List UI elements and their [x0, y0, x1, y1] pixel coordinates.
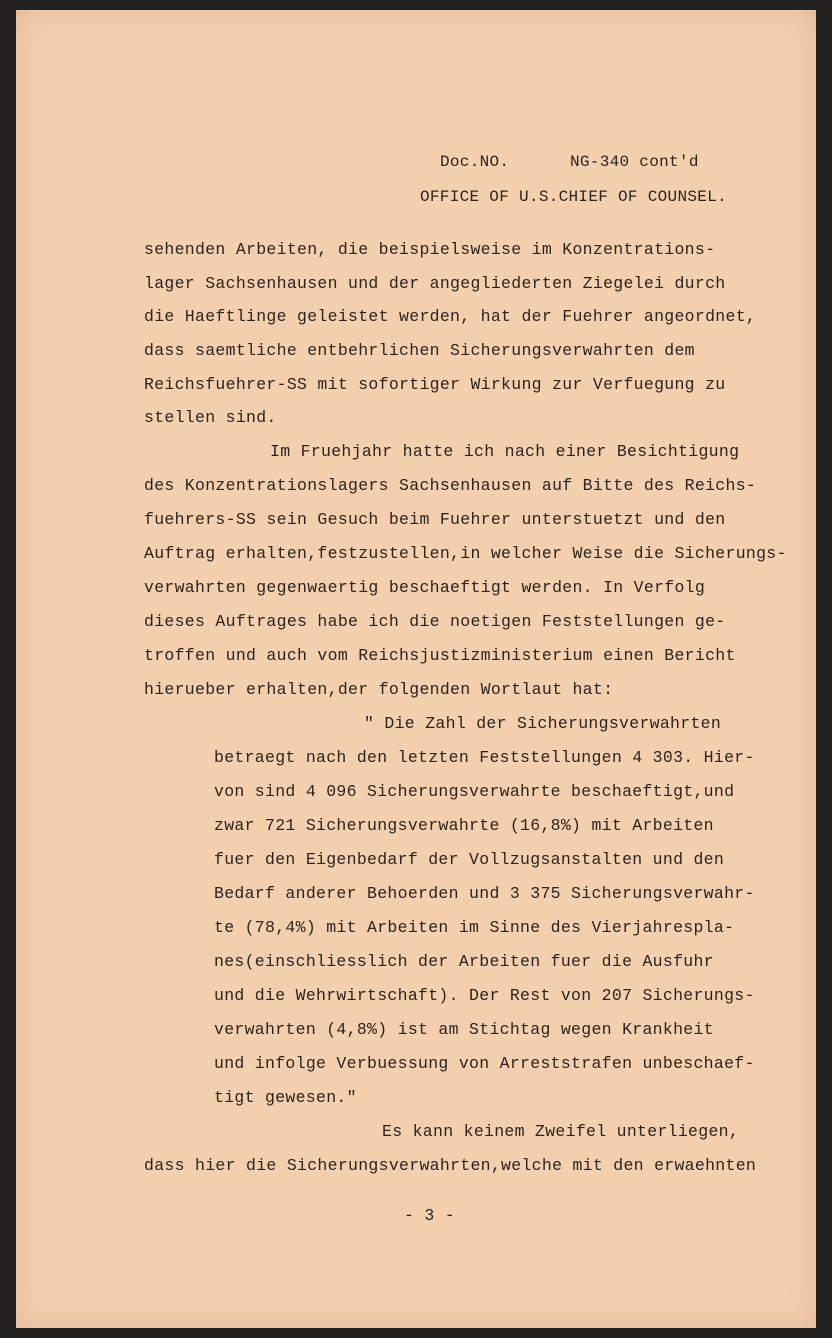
body-line: hierueber erhalten,der folgenden Wortlaut hat:	[144, 680, 614, 699]
body-line: verwahrten gegenwaertig beschaeftigt werden. In Verfolg	[144, 578, 706, 597]
body-line: dass saemtliche entbehrlichen Sicherungsverwahrten dem	[144, 341, 695, 360]
body-line: dieses Auftrages habe ich die noetigen Feststellungen ge-	[144, 612, 726, 631]
body-line: Reichsfuehrer-SS mit sofortiger Wirkung zur Verfuegung zu	[144, 375, 726, 394]
page-number: - 3 -	[404, 1206, 456, 1225]
body-line: troffen und auch vom Reichsjustizministerium einen Bericht	[144, 646, 736, 665]
doc-number: NG-340 cont'd	[570, 153, 699, 171]
quote-line: te (78,4%) mit Arbeiten im Sinne des Vierjahresplа-	[214, 918, 735, 937]
office-heading: OFFICE OF U.S.CHIEF OF COUNSEL.	[420, 188, 727, 206]
quote-line: " Die Zahl der Sicherungsverwahrten	[364, 714, 722, 733]
body-line: sehenden Arbeiten, die beispielsweise im Konzentrations-	[144, 240, 716, 259]
body-line: des Konzentrationslagers Sachsenhausen auf Bitte des Reichs-	[144, 476, 757, 495]
quote-line: verwahrten (4,8%) ist am Stichtag wegen Krankheit	[214, 1020, 714, 1039]
body-line: die Haeftlinge geleistet werden, hat der Fuehrer angeordnet,	[144, 307, 757, 326]
document-page	[16, 10, 816, 1328]
quote-line: zwar 721 Sicherungsverwahrte (16,8%) mit Arbeiten	[214, 816, 714, 835]
quote-line: betraegt nach den letzten Feststellungen 4 303. Hier-	[214, 748, 755, 767]
quote-line: und die Wehrwirtschaft). Der Rest von 207 Sicherungs-	[214, 986, 755, 1005]
body-line: fuehrers-SS sein Gesuch beim Fuehrer unterstuetzt und den	[144, 510, 726, 529]
quote-line: von sind 4 096 Sicherungsverwahrte beschaeftigt,und	[214, 782, 735, 801]
body-line: lager Sachsenhausen und der angegliederten Ziegelei durch	[144, 274, 726, 293]
body-line: dass hier die Sicherungsverwahrten,welche mit den erwaehnten	[144, 1156, 757, 1175]
body-line: Auftrag erhalten,festzustellen,in welcher Weise die Sicherungs-	[144, 544, 787, 563]
quote-line: und infolge Verbuessung von Arreststrafen unbeschaef-	[214, 1054, 755, 1073]
quote-line: fuer den Eigenbedarf der Vollzugsanstalten und den	[214, 850, 725, 869]
doc-number-label: Doc.NO.	[440, 153, 510, 171]
quote-line: Bedarf anderer Behoerden und 3 375 Sicherungsverwahr-	[214, 884, 755, 903]
body-line: Es kann keinem Zweifel unterliegen,	[382, 1122, 740, 1141]
body-line: Im Fruehjahr hatte ich nach einer Besichtigung	[270, 442, 740, 461]
quote-line: tigt gewesen."	[214, 1088, 357, 1107]
body-line: stellen sind.	[144, 408, 277, 427]
quote-line: nes(einschliesslich der Arbeiten fuer die Ausfuhr	[214, 952, 714, 971]
